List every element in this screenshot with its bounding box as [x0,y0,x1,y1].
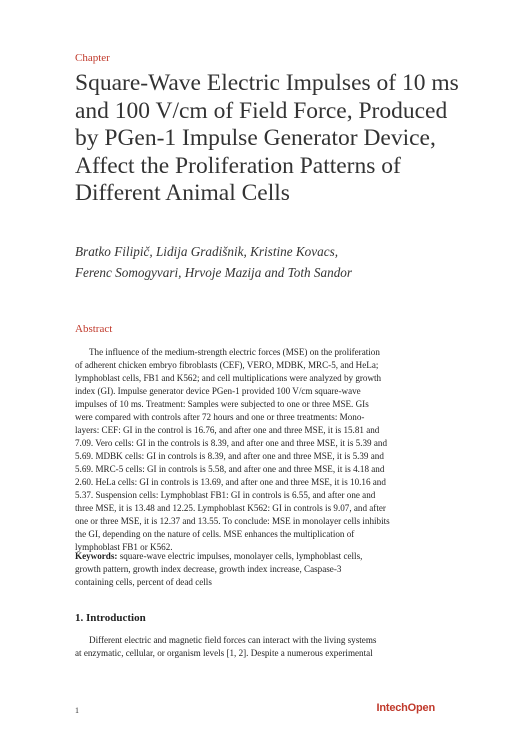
keywords-label: Keywords: [75,551,118,561]
author-line: Bratko Filipič, Lidija Gradišnik, Kristine Kovacs, [75,244,339,259]
chapter-title: Square-Wave Electric Impulses of 10 ms and 100 V/cm of Field Force, Produced by PGen-1 Impulse Generator Device, Affect the Proliferation Patterns of Different Animal Cells [75,70,459,206]
author-line: Ferenc Somogyvari, Hrvoje Mazija and Toth Sandor [75,265,353,280]
abstract-line: 5.69. MDBK cells: GI in controls is 8.39, and after one and three MSE, it is 5.39 and [75,451,384,461]
keywords-line: containing cells, percent of dead cells [75,577,212,587]
abstract-line: 7.09. Vero cells: GI in the controls is 8.39, and after one and three MSE, it is 5.39 and [75,438,387,448]
introduction-body [75,634,435,660]
keywords-text: square-wave electric impulses, monolayer cells, lymphoblast cells, [117,551,363,561]
page-number: 1 [75,706,79,715]
abstract-line: layers: CEF: GI in the control is 16.76, and after one and three MSE, it is 15.81 and [75,425,380,435]
keywords [75,550,435,589]
abstract-line: the GI, depending on the nature of cells. MSE enhances the multiplication of [75,529,355,539]
author-list [75,241,465,283]
abstract-line: impulses of 10 ms. Treatment: Samples were subjected to one or three MSE. GIs [75,399,369,409]
abstract-line: The influence of the medium-strength electric forces (MSE) on the proliferation [89,347,380,357]
abstract-line: index (GI). Impulse generator device PGen-1 provided 100 V/cm square-wave [75,386,361,396]
abstract-line: of adherent chicken embryo fibroblasts (CEF), VERO, MDBK, MRC-5, and HeLa; [75,360,379,370]
publisher-logo: IntechOpen [376,702,435,714]
abstract-line: 2.60. HeLa cells: GI in controls is 13.69, and after one and three MSE, it is 10.16 and [75,477,386,487]
keywords-line [75,550,435,563]
abstract-line: were compared with controls after 72 hours and one or three treatments: Mono- [75,412,365,422]
abstract-line: 5.69. MRC-5 cells: GI in controls is 5.58, and after one and three MSE, it is 4.18 and [75,464,385,474]
abstract-body [75,346,435,554]
abstract-line: three MSE, it is 13.48 and 12.25. Lymphoblast K562: GI in controls is 9.07, and after [75,503,386,513]
introduction-line: at enzymatic, cellular, or organism levels [1, 2]. Despite a numerous experimental [75,648,373,658]
introduction-line: Different electric and magnetic field forces can interact with the living systems [89,635,377,645]
abstract-line: 5.37. Suspension cells: Lymphoblast FB1: GI in controls is 6.55, and after one and [75,490,376,500]
keywords-line: growth pattern, growth index decrease, growth index increase, Caspase-3 [75,564,342,574]
abstract-line: lymphoblast cells, FB1 and K562; and cell multiplications were analyzed by growth [75,373,382,383]
chapter-label: Chapter [75,52,110,64]
abstract-line: lymphoblast FB1 or K562. [75,542,173,552]
abstract-line: one or three MSE, it is 12.37 and 13.55. To conclude: MSE in monolayer cells inhibits [75,516,390,526]
section-heading-introduction: 1. Introduction [75,612,146,624]
abstract-heading: Abstract [75,323,113,335]
